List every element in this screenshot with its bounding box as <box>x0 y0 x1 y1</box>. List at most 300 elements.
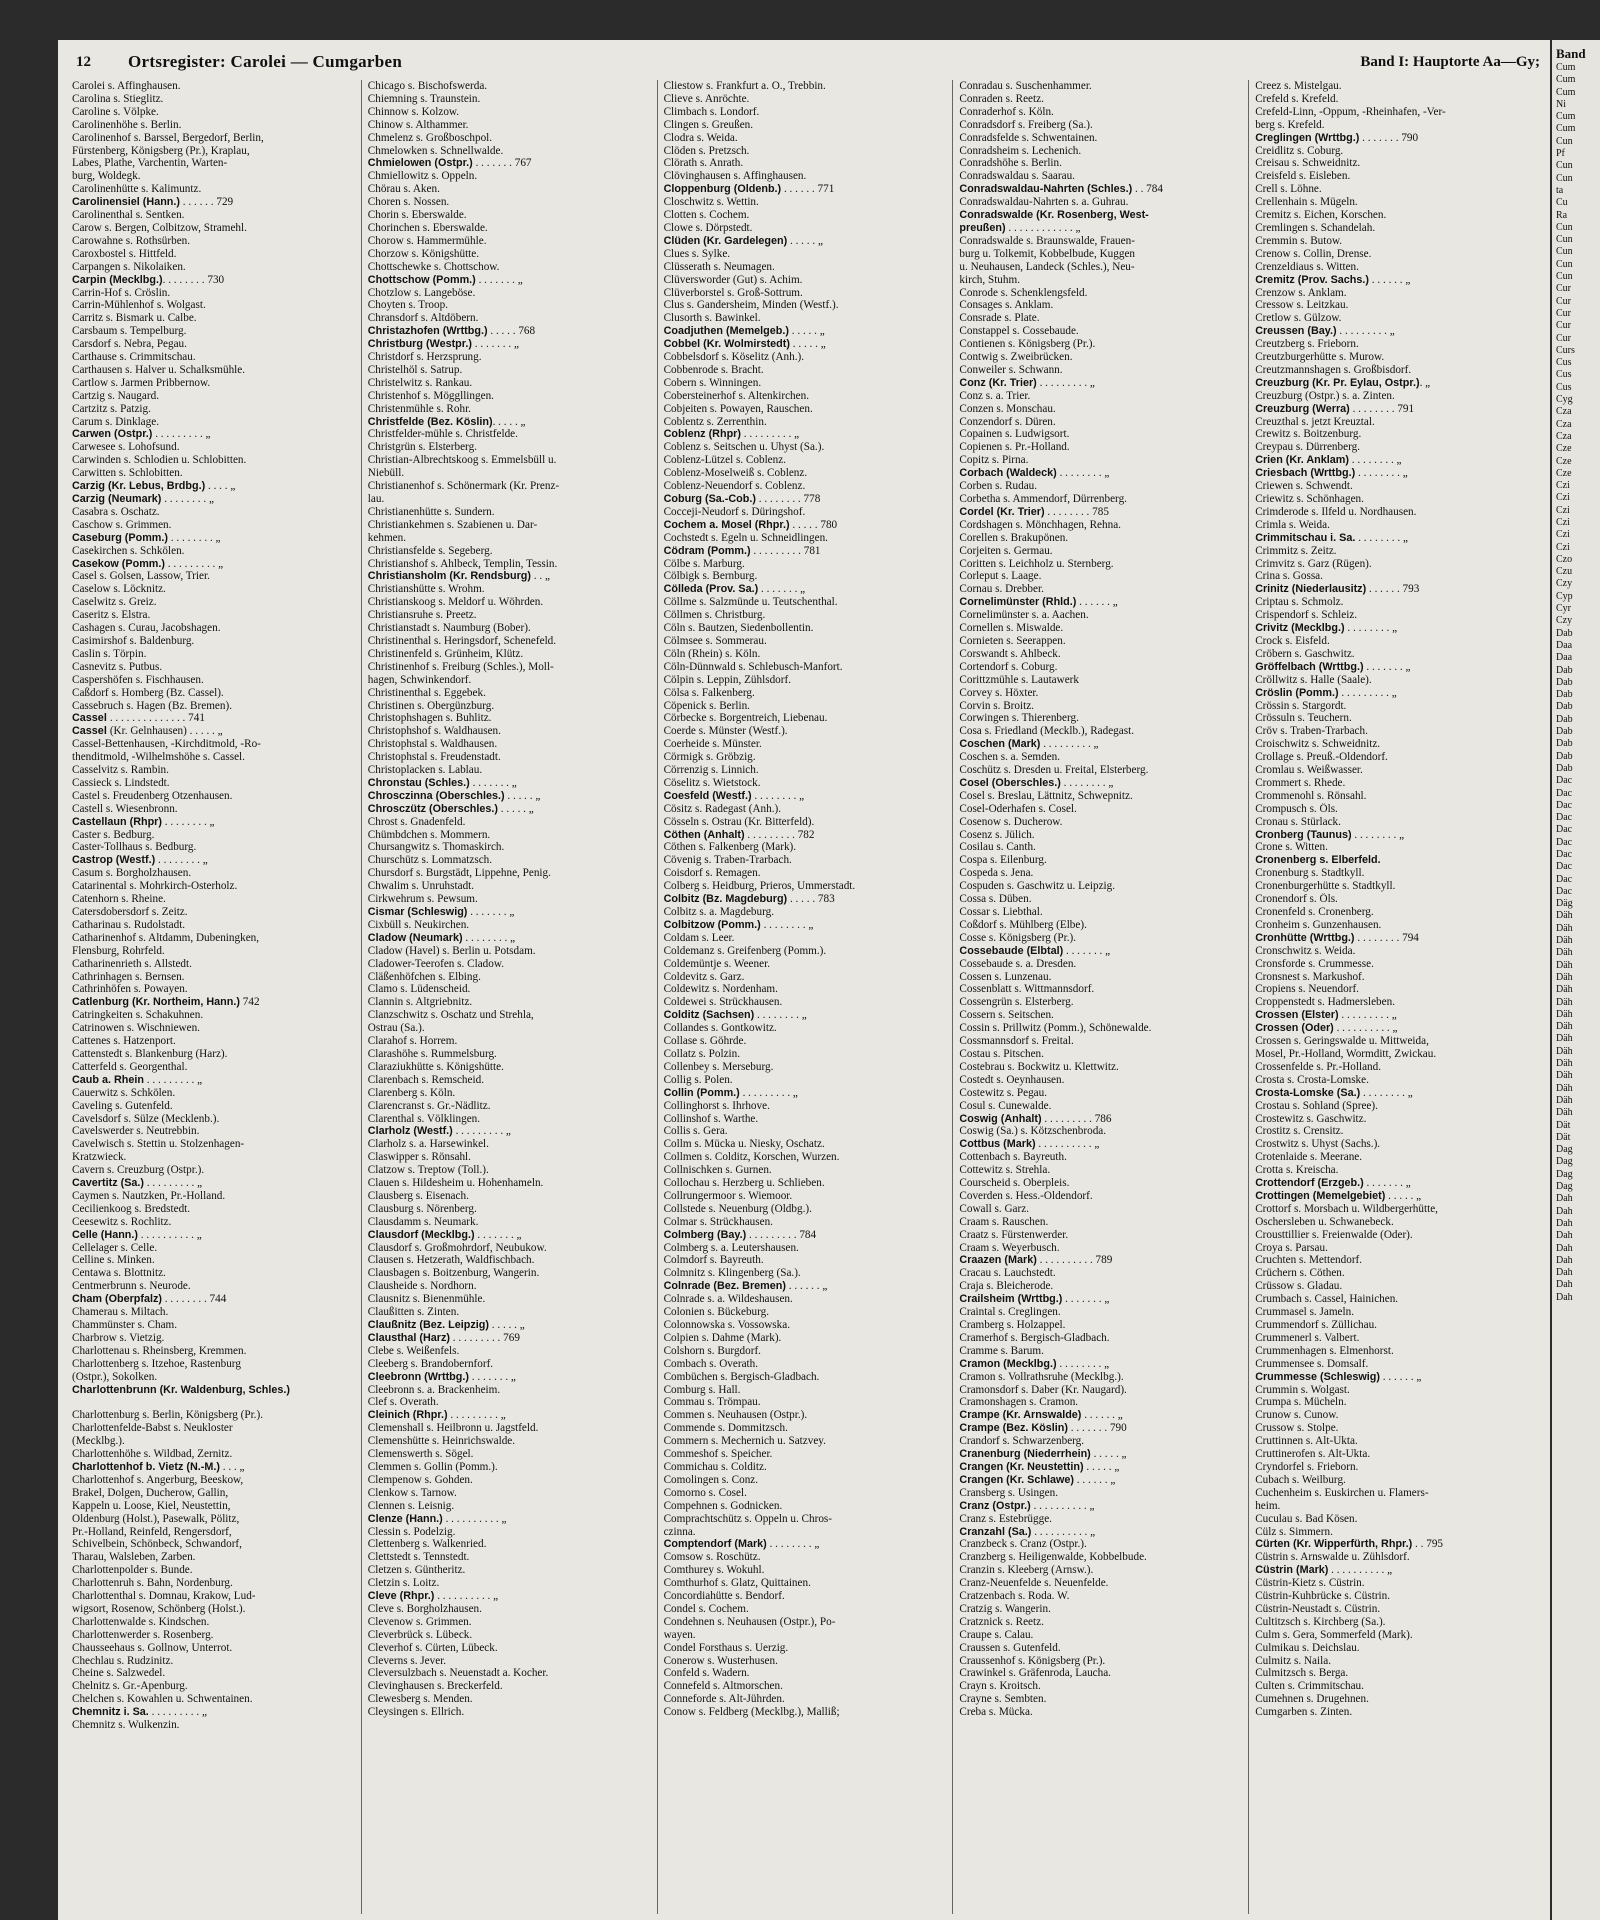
bold-place-name: Cremitz (Prov. Sachs.) <box>1255 273 1369 286</box>
index-entry: Chorin s. Eberswalde. <box>367 209 467 222</box>
index-entry: Cumehnen s. Drugehnen. <box>1255 1693 1369 1706</box>
index-entry: Crone s. Witten. <box>1255 841 1328 854</box>
index-entry: Clemenswerth s. Sögel. <box>367 1448 474 1461</box>
index-entry: Crangen (Kr. Neustettin) . . . . . „ <box>959 1460 1120 1473</box>
bold-place-name: Clarholz (Westf.) <box>367 1125 453 1138</box>
index-entry: Conradswaldau-Nahrten s. a. Guhrau. <box>959 196 1129 209</box>
index-entry: Collinshof s. Warthe. <box>663 1112 759 1125</box>
adjacent-entry-fragment: Cus <box>1556 381 1572 393</box>
bold-place-name: Cismar (Schleswig) <box>367 906 468 918</box>
index-entry: Claußitten s. Zinten. <box>367 1306 460 1319</box>
index-entry: Catlenburg (Kr. Northeim, Hann.) 742 <box>72 996 260 1009</box>
bold-place-name: Christazhofen (Wrttbg.) <box>367 325 488 338</box>
index-entry: Cobersteinerhof s. Altenkirchen. <box>663 389 809 402</box>
index-entry: Chrost s. Gnadenfeld. <box>367 815 466 828</box>
index-entry: Churschütz s. Lommatzsch. <box>367 854 493 867</box>
index-entry: Chammünster s. Cham. <box>72 1319 178 1331</box>
index-entry: Crivitz (Mecklbg.) . . . . . . . . „ <box>1255 622 1398 635</box>
index-entry: Cobbenrode s. Bracht. <box>663 363 764 376</box>
index-entry: Cauerwitz s. Schkölen. <box>72 1086 176 1099</box>
index-entry: Consrade s. Plate. <box>959 312 1040 325</box>
adjacent-entry-fragment: Dac <box>1556 849 1573 860</box>
index-entry: Cathrinhöfen s. Powayen. <box>72 983 188 996</box>
index-entry: Cornelimünster s. a. Aachen. <box>959 609 1089 622</box>
index-entry: Collig s. Polen. <box>663 1073 733 1086</box>
index-entry: Crommenohl s. Rönsahl. <box>1255 789 1367 802</box>
index-entry: Collnischken s. Gurnen. <box>663 1164 772 1177</box>
index-entry: Coritten s. Leichholz u. Sternberg. <box>959 557 1114 570</box>
index-entry: Coschen s. a. Semden. <box>959 751 1061 764</box>
index-entry: Cartlow s. Jarmen Pribbernow. <box>72 376 211 389</box>
index-entry: Casel s. Golsen, Lassow, Trier. <box>72 570 210 583</box>
index-entry: Cröllwitz s. Halle (Saale). <box>1255 673 1372 686</box>
index-entry: Clüsserath s. Neumagen. <box>663 260 775 273</box>
index-entry: Croya s. Parsau. <box>1255 1241 1328 1254</box>
adjacent-entry-fragment: Dab <box>1556 627 1573 639</box>
index-entry: Colonien s. Bückeburg. <box>663 1306 770 1319</box>
index-entry: Creuzburg (Werra) . . . . . . . . 791 <box>1255 402 1415 415</box>
index-entry: Cospuden s. Gaschwitz u. Leipzig. <box>959 880 1116 893</box>
index-entry: Christiansruhe s. Preetz. <box>367 609 477 622</box>
index-entry: Comolingen s. Conz. <box>663 1473 759 1486</box>
index-entry: Collis s. Gera. <box>663 1125 728 1138</box>
index-entry: Christenmühle s. Rohr. <box>367 402 471 415</box>
index-entry: Cronsnest s. Markushof. <box>1255 970 1365 983</box>
adjacent-page-entries <box>1552 62 1600 1304</box>
index-entry: Conweiler s. Schwann. <box>959 363 1063 376</box>
index-entry: Clowe s. Dörpstedt. <box>663 221 753 234</box>
index-entry: Cleve (Rhpr.) . . . . . . . . . . „ <box>367 1590 499 1603</box>
adjacent-entry-fragment: Ni <box>1556 98 1566 110</box>
index-entry: Corvin s. Broitz. <box>959 699 1034 712</box>
index-entry: Cuchenheim s. Euskirchen u. Flamers- <box>1255 1486 1429 1499</box>
index-entry: Clarenberg s. Köln. <box>367 1086 456 1099</box>
index-entry: czinna. <box>663 1525 696 1538</box>
bold-place-name: Chottschow (Pomm.) <box>367 273 476 286</box>
index-entry: Christiansfelde s. Segeberg. <box>367 544 493 557</box>
adjacent-entry-fragment: Dab <box>1556 713 1573 725</box>
index-entry: Cramon (Mecklbg.) . . . . . . . . „ <box>959 1357 1110 1370</box>
bold-place-name: Coesfeld (Westf.) <box>663 789 752 802</box>
adjacent-entry-fragment: Dät <box>1556 1131 1571 1143</box>
index-entry: Clatzow s. Treptow (Toll.). <box>367 1164 489 1177</box>
adjacent-entry-fragment: Cum <box>1556 74 1576 86</box>
index-entry: Coldam s. Leer. <box>663 931 735 944</box>
bold-place-name: Cossebaude (Elbtal) <box>959 944 1064 957</box>
index-entry: Creba s. Mücka. <box>959 1706 1033 1719</box>
index-entry: Cranz (Ostpr.) . . . . . . . . . . „ <box>959 1499 1095 1512</box>
bold-place-name: Colbitz (Bz. Magdeburg) <box>663 893 788 906</box>
index-entry: Tharau, Walsleben, Zarben. <box>72 1551 196 1564</box>
index-entry: Carolinenthal s. Sentken. <box>72 209 185 222</box>
index-entry: Cobern s. Winningen. <box>663 376 762 389</box>
index-entry: Cobjeiten s. Powayen, Rauschen. <box>663 402 813 415</box>
index-column-3 <box>658 80 954 1914</box>
index-entry: Clausdamm s. Neumark. <box>367 1215 479 1228</box>
index-entry: Claraziukhütte s. Königshütte. <box>367 1060 504 1073</box>
bold-place-name: Claußnitz (Bez. Leipzig) <box>367 1319 489 1331</box>
index-entry: Condehnen s. Neuhausen (Ostpr.), Po- <box>663 1615 836 1628</box>
index-entry: Cosenz s. Jülich. <box>959 828 1035 841</box>
index-entry: Clausberg s. Eisenach. <box>367 1189 469 1202</box>
index-entry: Cattenes s. Hatzenport. <box>72 1035 176 1048</box>
index-entry: Clausen s. Hetzerath, Waldfischbach. <box>367 1254 535 1267</box>
bold-place-name: Crampe (Kr. Arnswalde) <box>959 1409 1082 1422</box>
index-entry: Carritz s. Bismark u. Calbe. <box>72 312 197 325</box>
index-entry: Casnevitz s. Putbus. <box>72 660 163 673</box>
index-entry: Crommert s. Rhede. <box>1255 776 1346 789</box>
index-entry: Oldenburg (Holst.), Pasewalk, Pölitz, <box>72 1512 240 1525</box>
index-entry: Clausthal (Harz) . . . . . . . . . 769 <box>367 1331 520 1344</box>
index-entry: Crottendorf (Erzgeb.) . . . . . . . „ <box>1255 1177 1411 1190</box>
index-entry: Colmnitz s. Klingenberg (Sa.). <box>663 1267 801 1280</box>
adjacent-entry-fragment: Däh <box>1556 1045 1573 1057</box>
index-entry: Christazhofen (Wrttbg.) . . . . . 768 <box>367 325 536 338</box>
adjacent-entry-fragment: Cus <box>1556 369 1572 381</box>
index-entry: Casimirshof s. Baldenburg. <box>72 634 195 647</box>
bold-place-name: Caseburg (Pomm.) <box>72 531 168 544</box>
index-entry: Contwig s. Zweibrücken. <box>959 351 1073 364</box>
index-entry: Chorzow s. Königshütte. <box>367 247 480 260</box>
index-entry: Cröv s. Traben-Trarbach. <box>1255 725 1368 738</box>
adjacent-entry-fragment: Cza <box>1556 418 1572 430</box>
bold-place-name: preußen) <box>959 221 1006 234</box>
index-entry: Crefeld-Linn, -Oppum, -Rheinhafen, -Ver- <box>1255 105 1446 118</box>
index-entry: Chörau s. Aken. <box>367 183 440 196</box>
index-entry: Cremitz s. Eichen, Korschen. <box>1255 209 1387 222</box>
bold-place-name: Cölleda (Prov. Sa.) <box>663 583 759 596</box>
adjacent-entry-fragment: Dac <box>1556 885 1573 897</box>
index-entry: Clessin s. Podelzig. <box>367 1525 456 1538</box>
index-entry: Culten s. Crimmitschau. <box>1255 1680 1364 1693</box>
adjacent-entry-fragment: Däh <box>1556 1021 1573 1033</box>
index-entry: Coblenz (Rhpr) . . . . . . . . . „ <box>663 428 800 441</box>
adjacent-entry-fragment: Dag <box>1556 1144 1573 1156</box>
index-entry: Caselow s. Löcknitz. <box>72 583 166 596</box>
index-entry: Cracau s. Lauchstedt. <box>959 1267 1056 1280</box>
index-entry: (Ostpr.), Sokolken. <box>72 1370 158 1383</box>
adjacent-entry-fragment: Dah <box>1556 1217 1573 1229</box>
index-entry: Clebe s. Weißenfels. <box>367 1344 460 1357</box>
bold-place-name: Christfelde (Bez. Köslin) <box>367 415 493 428</box>
index-entry: Clarahof s. Horrem. <box>367 1035 458 1048</box>
index-entry: Creglingen (Wrttbg.) . . . . . . . 790 <box>1255 131 1419 144</box>
adjacent-entry-fragment: Cun <box>1556 221 1573 233</box>
index-entry: Creisfeld s. Eisleben. <box>1255 170 1351 183</box>
index-entry: Conneforde s. Alt-Jührden. <box>663 1693 785 1706</box>
index-entry: Coblentz s. Zerrenthin. <box>663 415 767 428</box>
index-entry: Clausnitz s. Bienenmühle. <box>367 1293 486 1306</box>
index-entry: Conradswalde s. Braunswalde, Frauen- <box>959 234 1135 247</box>
directory-page <box>58 40 1550 1920</box>
index-entry: Coadjuthen (Memelgeb.) . . . . . „ <box>663 325 825 338</box>
adjacent-entry-fragment: Czo <box>1556 553 1573 565</box>
index-entry: Cösitz s. Radegast (Anh.). <box>663 802 782 815</box>
bold-place-name: Coschen (Mark) <box>959 738 1041 751</box>
bold-place-name: Cobbel (Kr. Wolmirstedt) <box>663 338 790 351</box>
index-entry: Caroline s. Völpke. <box>72 105 159 118</box>
index-entry: Chursangwitz s. Thomaskirch. <box>367 841 505 854</box>
index-entry: Clettstedt s. Tennstedt. <box>367 1551 470 1564</box>
index-entry: Coswig (Sa.) s. Kötzschenbroda. <box>959 1125 1107 1138</box>
index-entry: Cramerhof s. Bergisch-Gladbach. <box>959 1331 1110 1344</box>
index-column-4 <box>953 80 1249 1914</box>
index-entry: Centmerbrunn s. Neurode. <box>72 1280 191 1293</box>
index-entry: Colshorn s. Burgdorf. <box>663 1344 761 1357</box>
index-entry: Cosel (Oberschles.) . . . . . . . . „ <box>959 776 1114 789</box>
page-header <box>76 54 1540 80</box>
bold-place-name: Creuzburg (Kr. Pr. Eylau, Ostpr.) <box>1255 376 1420 389</box>
index-entry: Cossenblatt s. Wittmannsdorf. <box>959 983 1095 996</box>
index-entry: Clüversworder (Gut) s. Achim. <box>663 273 803 286</box>
adjacent-entry-fragment: Cum <box>1556 123 1576 135</box>
index-entry: Cuculau s. Bad Kösen. <box>1255 1512 1358 1525</box>
index-entry: Cöthen (Anhalt) . . . . . . . . . 782 <box>663 828 815 841</box>
bold-place-name: Carwen (Ostpr.) <box>72 428 153 441</box>
index-entry: Commende s. Dommitzsch. <box>663 1422 788 1435</box>
index-entry: Carolinenhof s. Barssel, Bergedorf, Berlin, <box>72 131 264 144</box>
index-entry: Coerde s. Münster (Westf.). <box>663 725 788 738</box>
adjacent-entry-fragment: Däh <box>1556 1107 1573 1119</box>
index-entry: Carowahne s. Rothsürben. <box>72 234 191 247</box>
index-entry: Crossen s. Geringswalde u. Mittweida, <box>1255 1035 1429 1048</box>
index-entry: Colpien s. Dahme (Mark). <box>663 1331 782 1344</box>
index-entry: Crostewitz s. Gaschwitz. <box>1255 1112 1367 1125</box>
index-entry: Christoplacken s. Lablau. <box>367 764 483 777</box>
index-entry: Clausbagen s. Boitzenburg, Wangerin. <box>367 1267 540 1280</box>
index-entry: Caroxbostel s. Hittfeld. <box>72 247 177 260</box>
index-entry: Cleeberg s. Brandobernforf. <box>367 1357 494 1370</box>
index-entry: Celline s. Minken. <box>72 1254 155 1267</box>
adjacent-entry-fragment: Dät <box>1556 1119 1571 1131</box>
index-entry: Cleverhof s. Cürten, Lübeck. <box>367 1641 498 1654</box>
index-entry: Cornieten s. Seerappen. <box>959 634 1066 647</box>
index-entry: Conradsfelde s. Schwentainen. <box>959 131 1098 144</box>
index-entry: Cossa s. Düben. <box>959 893 1032 906</box>
adjacent-entry-fragment: Daa <box>1556 639 1573 651</box>
bold-place-name: Craazen (Mark) <box>959 1254 1037 1267</box>
index-entry: Clevenow s. Grimmen. <box>367 1615 472 1628</box>
index-entry: Cavern s. Creuzburg (Ostpr.). <box>72 1164 205 1177</box>
index-entry: Condel s. Cochem. <box>663 1602 749 1615</box>
adjacent-entry-fragment: Däh <box>1556 1008 1573 1020</box>
index-entry: Carzig (Kr. Lebus, Brdbg.) . . . . „ <box>72 480 236 493</box>
index-entry: burg u. Tolkemit, Kobbelbude, Kuggen <box>959 247 1135 260</box>
index-entry: Christian-Albrechtskoog s. Emmelsbüll u. <box>367 454 557 467</box>
index-entry: Culm s. Gera, Sommerfeld (Mark). <box>1255 1628 1413 1641</box>
index-entry: Culmikau s. Deichslau. <box>1255 1641 1360 1654</box>
index-entry: Cladow (Neumark) . . . . . . . . „ <box>367 931 516 944</box>
adjacent-entry-fragment: Czy <box>1556 615 1573 627</box>
index-entry: Cossar s. Liebthal. <box>959 906 1043 918</box>
index-entry: Catringkeiten s. Schakuhnen. <box>72 1009 204 1022</box>
index-entry: Claußnitz (Bez. Leipzig) . . . . . „ <box>367 1319 525 1331</box>
bold-place-name: Chrosczinna (Oberschles.) <box>367 789 505 802</box>
bold-place-name: Creuzburg (Werra) <box>1255 402 1350 415</box>
index-entry: Cüstrin-Neustadt s. Cüstrin. <box>1255 1602 1381 1615</box>
index-entry: Chamerau s. Miltach. <box>72 1306 169 1319</box>
index-entry: Copitz s. Pirna. <box>959 454 1029 467</box>
adjacent-entry-fragment: Cur <box>1556 320 1571 332</box>
index-entry: Corwingen s. Thierenberg. <box>959 712 1079 725</box>
index-entry: Carzig (Neumark) . . . . . . . . „ <box>72 493 214 505</box>
index-entry: Clieve s. Anröchte. <box>663 92 750 105</box>
index-entry: Contienen s. Königsberg (Pr.). <box>959 338 1096 351</box>
index-entry: Creypau s. Dürrenberg. <box>1255 441 1360 454</box>
bold-place-name: Chronstau (Schles.) <box>367 776 470 789</box>
index-entry: Cavertitz (Sa.) . . . . . . . . . „ <box>72 1177 203 1190</box>
index-entry: Cossern s. Seitschen. <box>959 1009 1054 1022</box>
index-entry: Cashagen s. Curau, Jacobshagen. <box>72 622 221 635</box>
index-entry: Commau s. Trömpau. <box>663 1396 761 1409</box>
bold-place-name: Crampe (Bez. Köslin) <box>959 1422 1068 1435</box>
index-entry: Crompusch s. Öls. <box>1255 802 1338 815</box>
index-entry: Cloppenburg (Oldenb.) . . . . . . 771 <box>663 183 835 196</box>
adjacent-entry-fragment: Däh <box>1556 971 1573 983</box>
index-entry: Chemnitz i. Sa. . . . . . . . . . „ <box>72 1706 207 1719</box>
index-entry: Crinitz (Niederlausitz) . . . . . . 793 <box>1255 583 1420 596</box>
index-entry: Cronberg (Taunus) . . . . . . . . „ <box>1255 828 1405 841</box>
index-entry: Clarencranst s. Gr.-Nädlitz. <box>367 1099 491 1112</box>
index-entry: Clempenow s. Gohden. <box>367 1473 473 1486</box>
index-entry: Cödram (Pomm.) . . . . . . . . . 781 <box>663 544 821 557</box>
index-entry: Crina s. Gossa. <box>1255 570 1323 583</box>
index-entry: Christelhöl s. Satrup. <box>367 363 463 376</box>
index-entry: Caseburg (Pomm.) . . . . . . . . „ <box>72 531 221 544</box>
adjacent-entry-fragment: Cus <box>1556 357 1572 369</box>
index-entry: Corbetha s. Ammendorf, Dürrenberg. <box>959 493 1127 505</box>
index-entry: Commen s. Neuhausen (Ostpr.). <box>663 1409 808 1422</box>
index-entry: Christinen s. Obergünzburg. <box>367 699 495 712</box>
index-entry: Cobbel (Kr. Wolmirstedt) . . . . . „ <box>663 338 826 351</box>
index-entry: Crimmitz s. Zeitz. <box>1255 544 1337 557</box>
index-entry: Choyten s. Troop. <box>367 299 448 312</box>
index-entry: Cornelimünster (Rhld.) . . . . . . „ <box>959 596 1118 609</box>
bold-place-name: Crailsheim (Wrttbg.) <box>959 1293 1063 1306</box>
index-entry: Cortendorf s. Coburg. <box>959 660 1058 673</box>
index-entry: Cottbus (Mark) . . . . . . . . . . „ <box>959 1138 1100 1151</box>
index-entry: Crenzeldiaus s. Witten. <box>1255 260 1359 273</box>
index-entry: Cronenburg s. Stadtkyll. <box>1255 867 1365 880</box>
index-entry: Castrop (Westf.) . . . . . . . . „ <box>72 854 208 867</box>
index-entry: Christianenhütte s. Sundern. <box>367 505 495 518</box>
index-entry: preußen) . . . . . . . . . . . . „ <box>959 221 1081 234</box>
index-entry: Crüchern s. Cöthen. <box>1255 1267 1345 1280</box>
index-entry: Creutzberg s. Frieborn. <box>1255 338 1359 351</box>
index-entry: Clemmen s. Gollin (Pomm.). <box>367 1460 498 1473</box>
bold-place-name: Cottbus (Mark) <box>959 1138 1036 1151</box>
bold-place-name: Coburg (Sa.-Cob.) <box>663 493 756 505</box>
index-entry: Cöln s. Bautzen, Siedenbollentin. <box>663 622 814 635</box>
index-entry: Cremitz (Prov. Sachs.) . . . . . . „ <box>1255 273 1411 286</box>
bold-place-name: Crivitz (Mecklbg.) <box>1255 622 1345 635</box>
index-entry: Colonnowska s. Vossowska. <box>663 1319 790 1331</box>
index-entry: Collatz s. Polzin. <box>663 1047 741 1060</box>
index-entry: Choren s. Nossen. <box>367 196 450 209</box>
index-entry: Crunow s. Cunow. <box>1255 1409 1339 1422</box>
index-entry: Coldemüntje s. Weener. <box>663 957 770 970</box>
index-entry: Caster-Tollhaus s. Bedburg. <box>72 841 197 854</box>
bold-place-name: Criesbach (Wrttbg.) <box>1255 467 1356 480</box>
index-entry: Crien (Kr. Anklam) . . . . . . . . „ <box>1255 454 1402 467</box>
index-entry: Kappeln u. Loose, Kiel, Neustettin, <box>72 1499 231 1512</box>
bold-place-name: Christiansholm (Kr. Rendsburg) <box>367 570 531 583</box>
index-entry: Costewitz s. Pegau. <box>959 1086 1048 1099</box>
index-entry: Confeld s. Wadern. <box>663 1667 750 1680</box>
index-entry: Cörrenzig s. Linnich. <box>663 764 759 777</box>
index-entry: Cosa s. Friedland (Mecklb.), Radegast. <box>959 725 1135 738</box>
index-entry: Cretlow s. Gülzow. <box>1255 312 1342 325</box>
index-entry: Christophstal s. Freudenstadt. <box>367 751 501 764</box>
index-entry: Chmelowken s. Schnellwalde. <box>367 144 504 157</box>
index-entry: Caslin s. Törpin. <box>72 647 147 660</box>
index-entry: Cornellen s. Miswalde. <box>959 622 1064 635</box>
index-entry: Pr.-Holland, Reinfeld, Rengersdorf, <box>72 1525 232 1538</box>
index-entry: Caster s. Bedburg. <box>72 828 155 841</box>
bold-place-name: Cöthen (Anhalt) <box>663 828 745 841</box>
index-entry: Cossmannsdorf s. Freital. <box>959 1035 1074 1048</box>
index-entry: Cladow (Havel) s. Berlin u. Potsdam. <box>367 944 536 957</box>
index-entry: Creuzburg (Ostpr.) s. a. Zinten. <box>1255 389 1395 402</box>
index-entry: Cattenstedt s. Blankenburg (Harz). <box>72 1047 228 1060</box>
index-entry: Collochau s. Herzberg u. Schlieben. <box>663 1177 825 1190</box>
index-entry: Cathrinhagen s. Bernsen. <box>72 970 185 983</box>
index-entry: Connefeld s. Altmorschen. <box>663 1680 783 1693</box>
index-entry: Creidlitz s. Coburg. <box>1255 144 1344 157</box>
index-entry: Cratzenbach s. Roda. W. <box>959 1590 1070 1603</box>
adjacent-entry-fragment: Cyr <box>1556 603 1571 615</box>
adjacent-entry-fragment: Dac <box>1556 861 1573 873</box>
index-entry: Courscheid s. Oberpleis. <box>959 1177 1070 1190</box>
index-entry: Coburg (Sa.-Cob.) . . . . . . . . 778 <box>663 493 821 505</box>
index-entry: Craja s. Bleicherode. <box>959 1280 1054 1293</box>
index-entry: Casekirchen s. Schkölen. <box>72 544 185 557</box>
index-entry: Caseritz s. Elstra. <box>72 609 151 622</box>
adjacent-entry-fragment: Däh <box>1556 1033 1573 1045</box>
index-entry: Chinow s. Althammer. <box>367 118 469 131</box>
adjacent-entry-fragment: Cun <box>1556 271 1573 283</box>
index-entry: Charlottenpolder s. Bunde. <box>72 1564 193 1577</box>
index-entry: Crefeld s. Krefeld. <box>1255 92 1339 105</box>
adjacent-entry-fragment: Cyp <box>1556 590 1573 602</box>
bold-place-name: Coadjuthen (Memelgeb.) <box>663 325 789 338</box>
adjacent-entry-fragment: Däh <box>1556 910 1573 922</box>
index-entry: Clues s. Sylke. <box>663 247 731 260</box>
index-entry: Crüssow s. Gladau. <box>1255 1280 1343 1293</box>
index-entry: Cowall s. Garz. <box>959 1202 1029 1215</box>
bold-place-name: Cüstrin (Mark) <box>1255 1564 1329 1577</box>
index-entry: Corleput s. Laage. <box>959 570 1042 583</box>
index-entry: Creussen (Bay.) . . . . . . . . . „ <box>1255 325 1395 338</box>
index-entry <box>72 1384 357 1397</box>
index-entry: Copainen s. Ludwigsort. <box>959 428 1070 441</box>
index-entry: Cultitzsch s. Kirchberg (Sa.). <box>1255 1615 1386 1628</box>
adjacent-entry-fragment: Cun <box>1556 172 1573 184</box>
bold-place-name: Cödram (Pomm.) <box>663 544 751 557</box>
index-entry: Criewitz s. Schönhagen. <box>1255 493 1364 505</box>
bold-place-name: Colnrade (Bez. Bremen) <box>663 1280 786 1293</box>
index-entry: Cronheim s. Gunzenhausen. <box>1255 918 1382 931</box>
bold-place-name: Cladow (Neumark) <box>367 931 463 944</box>
index-entry: Clodra s. Weida. <box>663 131 738 144</box>
index-entry: Charlottenhöhe s. Wildbad, Zernitz. <box>72 1448 233 1461</box>
index-entry: Cölsa s. Falkenberg. <box>663 686 755 699</box>
index-entry: Cropiens s. Neuendorf. <box>1255 983 1359 996</box>
index-entry: Cavelsdorf s. Sülze (Mecklenb.). <box>72 1112 220 1125</box>
bold-place-name: Cavertitz (Sa.) <box>72 1177 144 1190</box>
bold-place-name: Crummesse (Schleswig) <box>1255 1370 1380 1383</box>
bold-place-name: Cornelimünster (Rhld.) <box>959 596 1077 609</box>
